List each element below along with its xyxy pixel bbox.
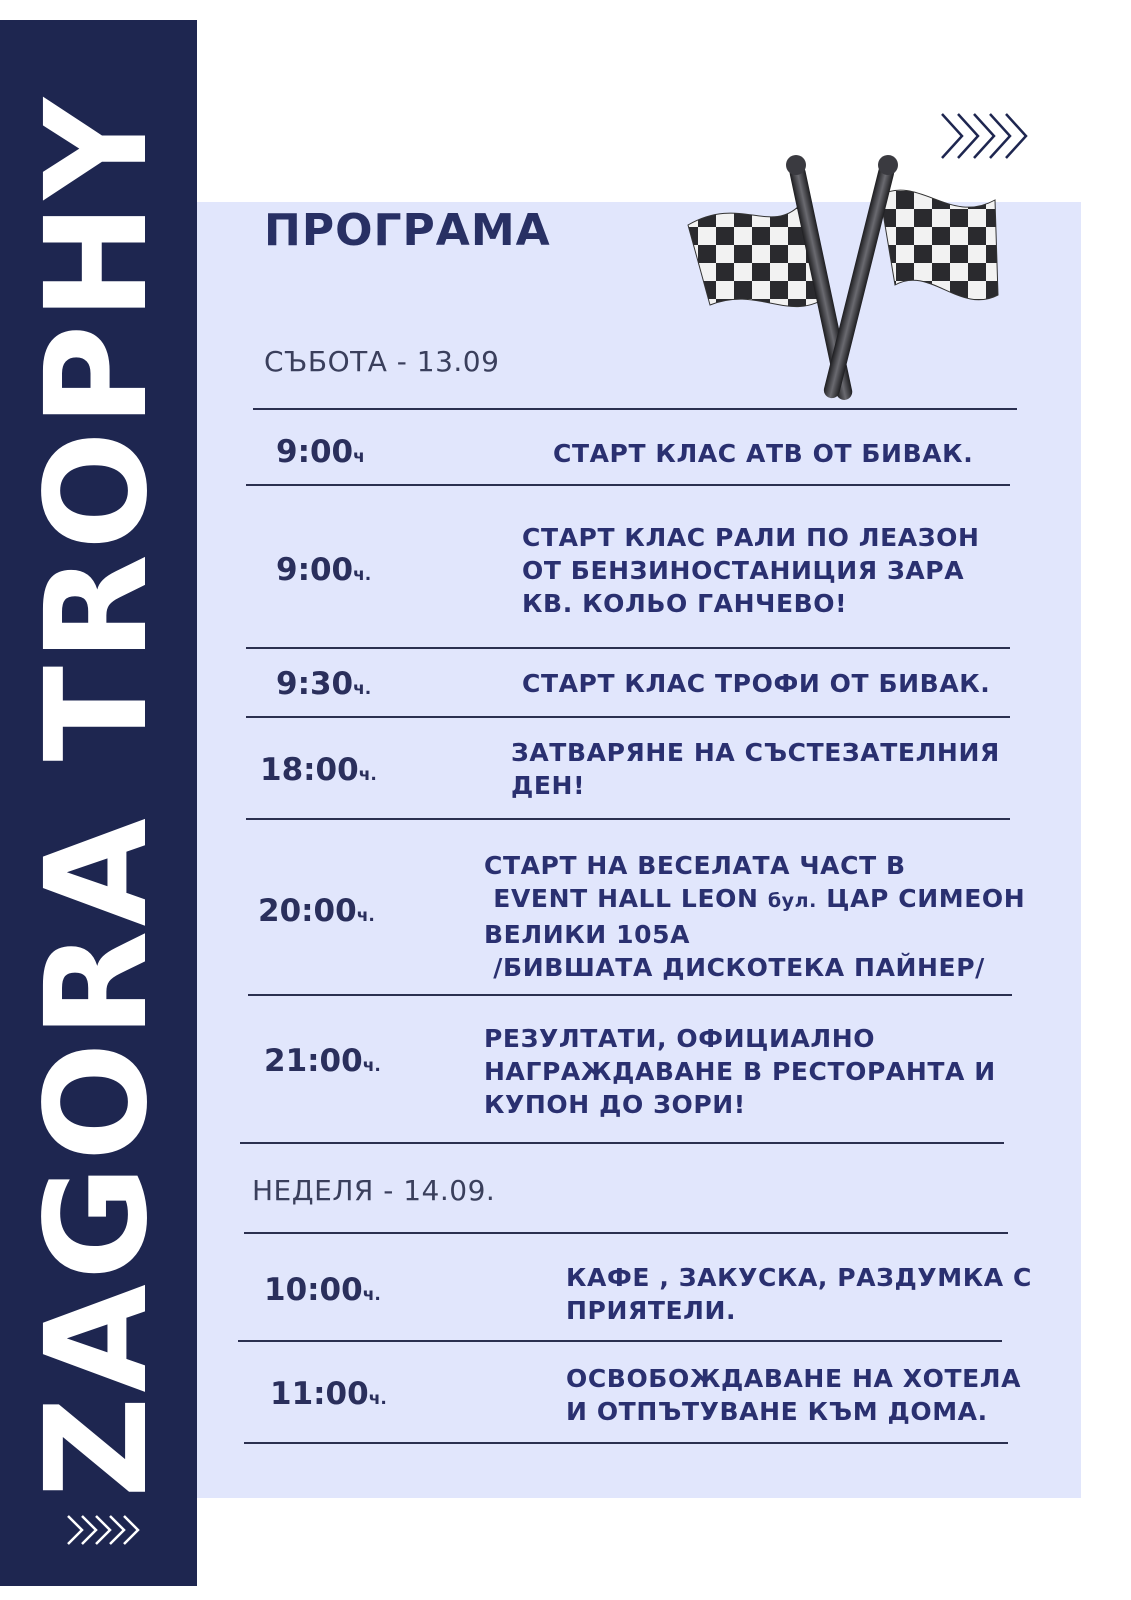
sidebar	[0, 20, 197, 1586]
event-time: 10:00ч.	[264, 1272, 381, 1308]
checkered-flags-icon	[680, 155, 1010, 415]
event-description: СТАРТ КЛАС АТВ ОТ БИВАК.	[553, 439, 974, 468]
divider	[244, 1232, 1008, 1234]
event-description: СТАРТ НА ВЕСЕЛАТА ЧАСТ В EVENT HALL LEON бул. ЦАР СИМЕОН ВЕЛИКИ 105А /БИВШАТА ДИСКОТЕКА ПАЙНЕР/	[484, 851, 1026, 982]
event-time: 9:00ч.	[276, 552, 372, 588]
divider	[246, 818, 1010, 820]
event-description: ЗАТВАРЯНЕ НА СЪСТЕЗАТЕЛНИЯ ДЕН!	[511, 738, 1000, 800]
divider	[246, 716, 1010, 718]
event-description: РЕЗУЛТАТИ, ОФИЦИАЛНО НАГРАЖДАВАНЕ В РЕСТОРАНТА И КУПОН ДО ЗОРИ!	[484, 1024, 996, 1119]
divider	[246, 484, 1010, 486]
divider	[246, 647, 1010, 649]
event-description: КАФЕ , ЗАКУСКА, РАЗДУМКА С ПРИЯТЕЛИ.	[566, 1263, 1032, 1325]
event-description: ОСВОБОЖДАВАНЕ НА ХОТЕЛА И ОТПЪТУВАНЕ КЪМ ДОМА.	[566, 1364, 1022, 1426]
event-description: СТАРТ КЛАС РАЛИ ПО ЛЕАЗОН ОТ БЕНЗИНОСТАНИЦИЯ ЗАРА КВ. КОЛЬО ГАНЧЕВО!	[522, 523, 980, 618]
page-title: ПРОГРАМА	[264, 205, 551, 256]
event-time: 9:00ч	[276, 434, 365, 470]
event-time: 11:00ч.	[270, 1376, 387, 1412]
divider	[248, 994, 1012, 996]
event-title: ZAGORA TROPHY	[16, 93, 179, 1499]
event-time: 9:30ч.	[276, 666, 372, 702]
event-time: 18:00ч.	[260, 752, 377, 788]
event-time: 20:00ч.	[258, 893, 375, 929]
event-description: СТАРТ КЛАС ТРОФИ ОТ БИВАК.	[522, 669, 991, 698]
chevrons-right-icon	[66, 1512, 146, 1548]
day-label-saturday: СЪБОТА - 13.09	[264, 345, 500, 378]
day-label-sunday: НЕДЕЛЯ - 14.09.	[252, 1174, 496, 1207]
divider	[244, 1442, 1008, 1444]
event-time: 21:00ч.	[264, 1043, 381, 1079]
divider	[240, 1142, 1004, 1144]
divider	[253, 408, 1017, 410]
divider	[238, 1340, 1002, 1342]
